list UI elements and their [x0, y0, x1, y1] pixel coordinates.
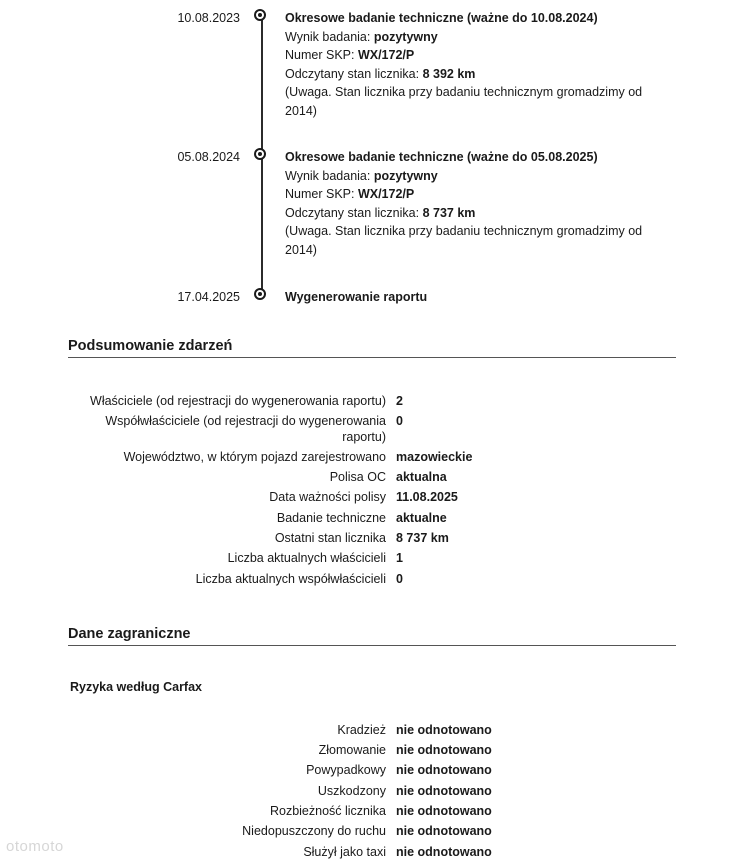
risk-label: Uszkodzony — [317, 784, 386, 798]
result-value: pozytywny — [373, 168, 438, 183]
event-skp — [285, 46, 645, 65]
carfax-risks-subtitle: Ryzyka według Carfax — [70, 680, 202, 694]
risk-label: Rozbieżność licznika — [269, 804, 386, 818]
event-skp — [285, 185, 645, 204]
event-details — [285, 288, 645, 307]
result-label: Wynik badania: — [285, 168, 374, 183]
summary-value: 11.08.2025 — [396, 490, 458, 504]
summary-label: Współwłaściciele (od rejestracji do wygenerowania raportu) — [105, 414, 386, 444]
event-date: 05.08.2024 — [177, 150, 240, 164]
result-value: pozytywny — [373, 29, 438, 44]
odometer-label: Odczytany stan licznika: — [285, 205, 423, 220]
skp-label: Numer SKP: — [285, 48, 358, 62]
summary-value: 8 737 km — [396, 531, 449, 545]
summary-value: aktualna — [396, 470, 447, 484]
risk-label: Powypadkowy — [306, 763, 386, 777]
event-date: 17.04.2025 — [177, 290, 240, 304]
summary-value: aktualne — [396, 511, 447, 525]
summary-label: Liczba aktualnych właścicieli — [227, 551, 386, 565]
risk-value: nie odnotowano — [396, 845, 492, 859]
summary-value: 0 — [396, 414, 403, 428]
risk-label: Służył jako taxi — [303, 845, 386, 859]
timeline-dot-icon — [254, 9, 266, 21]
summary-label: Polisa OC — [329, 470, 386, 484]
summary-label: Data ważności polisy — [269, 490, 386, 504]
risk-value: nie odnotowano — [396, 804, 492, 818]
summary-label: Ostatni stan licznika — [274, 531, 386, 545]
summary-value: mazowieckie — [396, 450, 473, 464]
event-note: (Uwaga. Stan licznika przy badaniu technicznym gromadzimy od 2014) — [285, 224, 643, 257]
skp-label: Numer SKP: — [285, 187, 358, 201]
event-timeline — [0, 0, 738, 310]
summary-label: Właściciele (od rejestracji do wygenerowania raportu) — [90, 394, 386, 408]
risk-label: Złomowanie — [318, 743, 386, 757]
odometer-label: Odczytany stan licznika: — [285, 66, 423, 81]
foreign-section-title: Dane zagraniczne — [68, 626, 676, 646]
summary-value: 2 — [396, 394, 403, 408]
skp-value: WX/172/P — [357, 187, 415, 201]
odometer-value: 8 737 km — [422, 205, 476, 220]
event-title: Okresowe badanie techniczne (ważne do 10.08.2024) — [285, 11, 598, 25]
event-title: Okresowe badanie techniczne (ważne do 05.08.2025) — [285, 150, 598, 164]
skp-value: WX/172/P — [357, 48, 415, 62]
risk-value: nie odnotowano — [396, 763, 492, 777]
event-details — [285, 148, 645, 259]
odometer-value: 8 392 km — [422, 66, 476, 81]
summary-section-title: Podsumowanie zdarzeń — [68, 338, 676, 358]
summary-label: Województwo, w którym pojazd zarejestrowano — [123, 450, 386, 464]
timeline-dot-icon — [254, 288, 266, 300]
risk-label: Kradzież — [337, 723, 386, 737]
summary-value: 0 — [396, 572, 403, 586]
summary-label: Liczba aktualnych współwłaścicieli — [195, 572, 386, 586]
event-details — [285, 9, 645, 120]
risk-label: Niedopuszczony do ruchu — [242, 824, 386, 838]
event-result — [285, 28, 645, 47]
event-odometer — [285, 204, 645, 223]
watermark-logo: otomoto — [6, 838, 64, 855]
event-note: (Uwaga. Stan licznika przy badaniu technicznym gromadzimy od 2014) — [285, 85, 643, 118]
event-title: Wygenerowanie raportu — [285, 290, 428, 304]
timeline-dot-icon — [254, 148, 266, 160]
event-odometer — [285, 65, 645, 84]
event-date: 10.08.2023 — [177, 11, 240, 25]
risk-value: nie odnotowano — [396, 743, 492, 757]
risk-value: nie odnotowano — [396, 824, 492, 838]
risk-value: nie odnotowano — [396, 723, 492, 737]
event-result — [285, 167, 645, 186]
summary-label: Badanie techniczne — [276, 511, 386, 525]
summary-value: 1 — [396, 551, 403, 565]
risk-value: nie odnotowano — [396, 784, 492, 798]
result-label: Wynik badania: — [285, 29, 374, 44]
